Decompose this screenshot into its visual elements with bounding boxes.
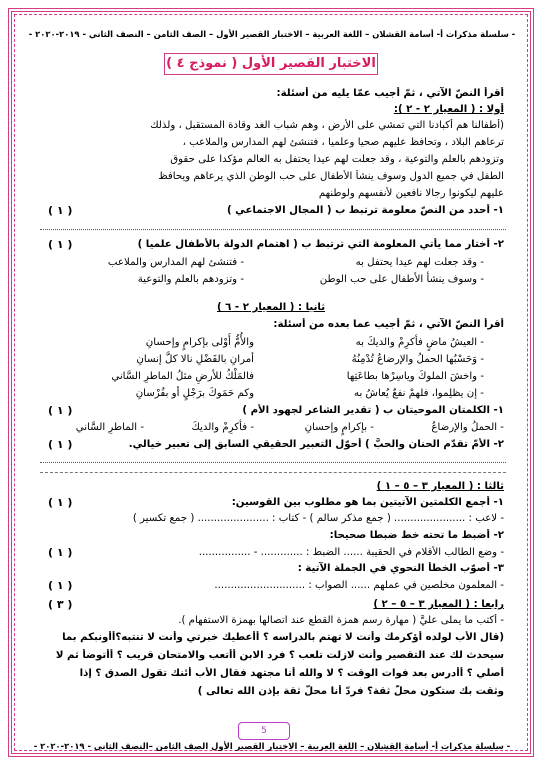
dictation-line: أصلي ؟ أأدرس بعد فوات الوقت ؟ لا والله أنا مجتهد فقال الأب أئنك تقول الصدق ؟ إذا xyxy=(79,668,504,679)
part1-heading: أولا : ( المعيار ٢ - ٢ ): xyxy=(393,104,504,115)
section-divider xyxy=(40,472,506,473)
passage-line: ترعاهم البلاد ، وتحافظ عليهم صحيا وعلميا ، فتنشئ لهم المدارس والملاعب ، xyxy=(182,137,504,148)
part4-instruction: - أكتب ما يملى عليَّ ( مهارة رسم همزة القطع عند اتصالها بهمزة الاستفهام ). xyxy=(178,615,504,626)
part3-q3-line[interactable]: - المعلمون مخلصين في عملهم ...... الصواب : ............................ xyxy=(214,580,504,591)
mark-badge: ( ١ ) xyxy=(48,438,73,451)
option[interactable]: - فأكرِمْ والديكَ xyxy=(191,422,254,433)
passage-line: (أطفالنا هم أكبادنا التي تمشي على الأرض ، وهم شباب الغد وقادة المستقبل ، ولذلك xyxy=(150,120,504,131)
mark-badge: ( ١ ) xyxy=(48,404,73,417)
part3-question-3: ٣- أصوّب الخطأ النحوي في الجملة الآتية : xyxy=(297,563,504,574)
part3-q1-line[interactable]: - لاعب : ...................... ( جمع مذكر سالم ) - كتاب : ...................... ( جمع تكسير ) xyxy=(132,513,504,524)
part3-question-2: ٢- أضبط ما تحته خط ضبطا صحيحا: xyxy=(329,530,504,541)
answer-line[interactable] xyxy=(40,462,506,463)
part2-instruction: أقرأ النصّ الآتي ، ثمّ أجيب عما بعده من أسئلة: xyxy=(273,319,504,330)
option[interactable]: - بإكرامٍ وإحسانِ xyxy=(304,422,374,433)
poem-verse-second: أمرانِ بالفَضْلِ نالا كلَّ إنسانِ xyxy=(136,354,254,365)
page-number: 5 xyxy=(238,722,290,740)
part3-q2-line[interactable]: - وضع الطالب الأقلام في الحقيبة ...... الضبط : ............. - ................ xyxy=(198,547,504,558)
dictation-line: وثقت بك ستكون محلّ ثقة؟ فردّ أنا محلّ ثقة بإذن الله تعالى ) xyxy=(197,686,504,697)
poem-verse-second: فالمَلْكُ للأرضِ مثلُ الماطرِ السَّاني xyxy=(111,371,254,382)
mark-badge: ( ٣ ) xyxy=(48,598,73,611)
option[interactable]: - فتنشئ لهم المدارس والملاعب xyxy=(107,257,244,268)
passage-line: وتزودهم بالعلم والتوعية ، وقد جعلت لهم عيدا يحتفل به العالم مؤكدا على حقوق xyxy=(170,154,504,165)
mark-badge: ( ١ ) xyxy=(48,496,73,509)
mark-badge: ( ١ ) xyxy=(48,204,73,217)
question-1: ١- أحدد من النصّ معلومة ترتبط ب ( المجال الاجتماعي ) xyxy=(226,205,504,216)
passage-line: عليهم ليكونوا رجالا نافعين لأنفسهم ولوطنهم xyxy=(318,188,504,199)
mark-badge: ( ١ ) xyxy=(48,238,73,251)
poem-verse-first: - واخشَ الملوكَ وياسِرْها بطاعَتِها xyxy=(346,371,484,382)
passage-line: الطفل في جميع الدول وسوف ينشأ الأطفال على حب الوطن الذي يرعاهم ويحافظ xyxy=(158,171,504,182)
option[interactable]: - وسوف ينشأ الأطفال على حب الوطن xyxy=(319,274,484,285)
poem-verse-second: وكم حَمَوكَ برَجْلٍ أو بفُرْسانِ xyxy=(135,388,254,399)
part2-question-2: ٢- الأمّ تقدّم الحنان والحبَّ ) أحوّل التعبير الحقيقي السابق إلى تعبير خيالي. xyxy=(128,439,504,450)
part2-question-1: ١- الكلمتان الموحيتان ب ( تقدير الشاعر لجهود الأم ) xyxy=(242,405,504,416)
part1-instruction: أقرأ النصّ الآتي ، ثمّ أجيب عمّا يليه من أسئلة: xyxy=(276,88,504,99)
mark-badge: ( ١ ) xyxy=(48,579,73,592)
poem-verse-first: - العيشُ ماضٍ فأكرِمْ والديكَ به xyxy=(355,337,484,348)
option[interactable]: - وتزودهم بالعلم والتوعية xyxy=(137,274,244,285)
page-footer: - سلسلة مذكرات أ- أسامة القشلان – اللغة العربية – الاختبار القصير الأول الصف الثامن –النصف الثاني - ٢٠١٩-٢٠٢٠ - xyxy=(33,741,511,751)
part3-heading: ثالثا : ( المعيار ٣ – ٥ – ١ ) xyxy=(376,481,504,492)
option[interactable]: - الحملُ والإرضاعُ xyxy=(431,422,504,433)
dictation-line: سيحدث لك عند التقصير وأنت لازلت تلعب ؟ فرد الابن أأتعب والامتحان قريب ؟ أأتوضأ ثم لا xyxy=(55,650,504,661)
dictation-line: (قال الأب لولده أؤكرمك وأنت لا تهتم بالدراسه ؟ أأعطيك خبرتي وأنت لا تنتبه؟أأونبكم بما xyxy=(62,632,504,643)
poem-verse-first: - إن يظلِموا، فلهمْ نفعٌ يُعاشُ به xyxy=(354,388,484,399)
answer-line[interactable] xyxy=(40,229,506,230)
poem-verse-first: - وَحَسْبُها الحملُ والإرضاعُ تُدْمِنُهُ xyxy=(351,354,484,365)
question-2: ٢- أختار مما يأتي المعلومة التي ترتبط ب ( اهتمام الدولة بالأطفال علميا ) xyxy=(137,239,504,250)
part3-question-1: ١- أجمع الكلمتين الآتيتين بما هو مطلوب بين القوسين: xyxy=(231,497,504,508)
part2-heading: ثانيا : ( المعيار ٢ - ٦ ) xyxy=(216,302,326,313)
page-title: الاختبار القصير الأول ( نموذج ٤ ) xyxy=(164,53,378,75)
part4-heading: رابعا : ( المعيار ٣ – ٥ – ٢ ) xyxy=(373,599,504,610)
option[interactable]: - وقد جعلت لهم عيدا يحتفل به xyxy=(355,257,484,268)
mark-badge: ( ١ ) xyxy=(48,546,73,559)
poem-verse-second: والأُمُّ أَوْلى بإكرامٍ وإحسانِ xyxy=(145,337,254,348)
page-header: - سلسلة مذكرات أ- أسامة القشلان – اللغة العربية – الاختبار القصير الأول – الصف الثامن – النصف الثاني - ٢٠١٩-٢٠٢٠ - xyxy=(28,29,516,39)
option[interactable]: - الماطرِ السَّاني xyxy=(75,422,144,433)
